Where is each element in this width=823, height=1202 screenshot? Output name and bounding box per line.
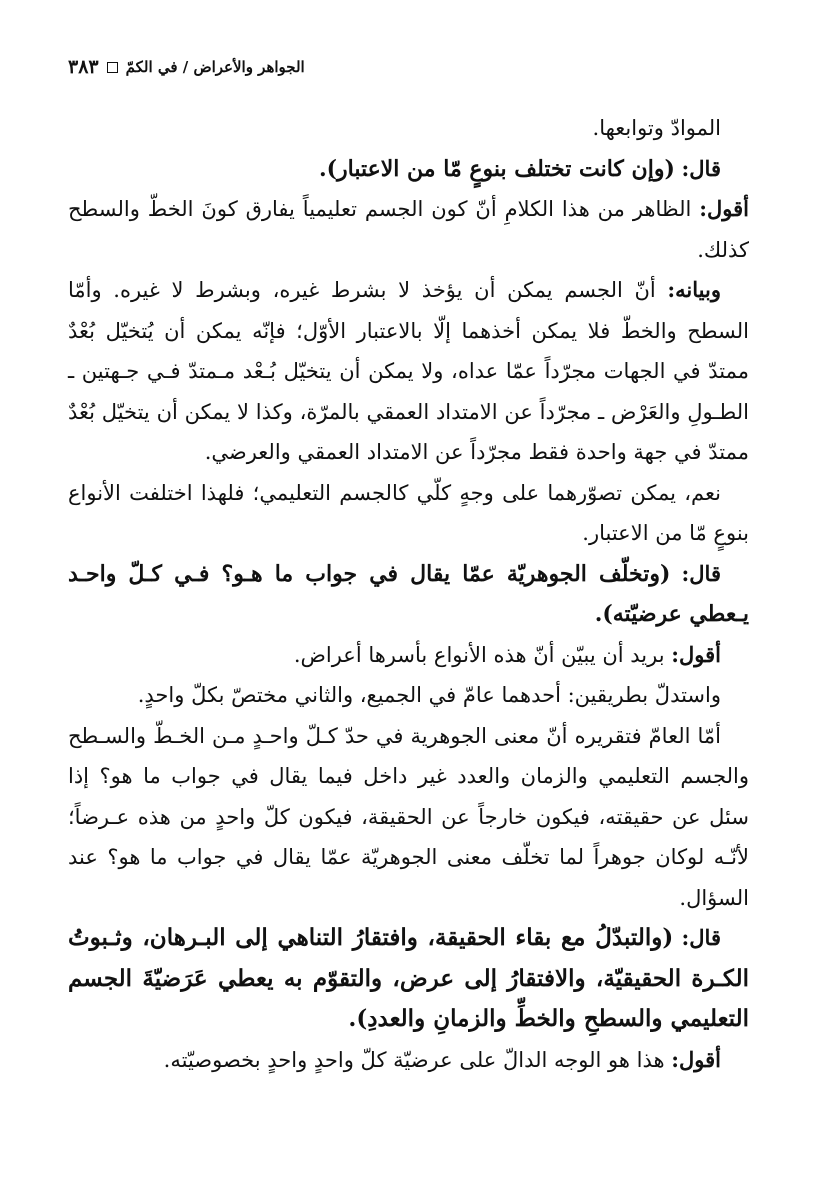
paragraph-text: الظاهر من هذا الكلامِ أنّ كون الجسم تعليمياً يفارق كونَ الخطّ والسطح كذلك. — [68, 197, 749, 262]
paragraph-label: قال: — [681, 155, 721, 181]
square-ornament-icon — [107, 62, 118, 73]
running-title: الجواهر والأعراض / في الكمّ — [125, 58, 305, 76]
paragraph-label: أقول: — [699, 196, 749, 221]
paragraph-label: أقول: — [671, 1046, 721, 1072]
paragraph-text: واستدلّ بطريقين: أحدهما عامّ في الجميع، والثاني مختصّ بكلّ واحدٍ. — [137, 683, 721, 707]
page-number: ٣٨٣ — [68, 56, 99, 78]
paragraph-6 — [68, 554, 749, 635]
paragraph-label: أقول: — [671, 641, 721, 667]
paragraph-label: وبيانه: — [667, 277, 721, 302]
paragraph-7 — [68, 635, 749, 676]
paragraph-label: قال: — [681, 560, 721, 586]
paragraph-label: قال: — [681, 925, 721, 950]
quoted-text: (وتخلّف الجوهريّة عمّا يقال في جواب ما هـو؟ فـي كـلّ واحـد يـعطي عرضيّته). — [68, 560, 749, 627]
running-header — [68, 52, 749, 82]
paragraph-text: أمّا العامّ فتقريره أنّ معنى الجوهرية في حدّ كـلّ واحـدٍ مـن الخـطّ والسـطح والجسم التعليمي والزمان والعدد غير داخل فيما يقال في جواب ما هو؟ إذا سئل عن حقيقته، فيكون خارجاً عن الحقيقة، فيكون كلّ واحدٍ من هذه عـرضاً؛ لأنّـه لوكان جوهراً لما تخلّف معنى الجوهريّة عمّا يقال في جواب ما هو؟ عند السؤال. — [68, 723, 749, 910]
paragraph-text: بريد أن يبيّن أنّ هذه الأنواع بأسرها أعراض. — [293, 642, 665, 667]
paragraph-text: نعم، يمكن تصوّرهما على وجهٍ كلّي كالجسم التعليمي؛ فلهذا اختلفت الأنواع بنوعٍ مّا من الاعتبار. — [68, 480, 749, 545]
paragraph-1 — [68, 108, 749, 149]
quoted-text: (والتبدّلُ مع بقاء الحقيقة، وافتقارُ التناهي إلى البـرهان، وثـبوتُ الكـرة الحقيقيّة، والافتقارُ إلى عرض، والتقوّم به يعطي عَرَضيّةَ الجسم التعليمي والسطحِ والخطِّ والزمانِ والعددِ). — [68, 924, 749, 1032]
paragraph-8 — [68, 675, 749, 716]
paragraph-9 — [68, 716, 749, 919]
page-body — [68, 108, 749, 1080]
paragraph-text: الموادّ وتوابعها. — [592, 116, 721, 140]
paragraph-3 — [68, 189, 749, 270]
quoted-text: (وإن كانت تختلف بنوعٍ مّا من الاعتبار). — [318, 155, 675, 182]
paragraph-2 — [68, 149, 749, 190]
paragraph-text: هذا هو الوجه الدالّ على عرضيّة كلّ واحدٍ واحدٍ بخصوصيّته. — [163, 1047, 665, 1072]
paragraph-4 — [68, 270, 749, 473]
paragraph-10 — [68, 918, 749, 1040]
paragraph-11 — [68, 1040, 749, 1081]
paragraph-text: أنّ الجسم يمكن أن يؤخذ لا بشرط غيره، وبشرط لا غيره. وأمّا السطح والخطّ فلا يمكن أخذهما إلّا بالاعتبار الأوّل؛ فإنّه يمكن أن يُتخيّل بُعْدٌ ممتدّ في الجهات مجرّداً عمّا عداه، ولا يمكن أن يتخيّل بُـعْد مـمتدّ فـي جـهتين ـ الطـولِ والعَرْض ـ مجرّداً عن الامتداد العمقي بالمرّة، وكذا لا يمكن أن يتخيّل بُعْدٌ ممتدّ في جهة واحدة فقط مجرّداً عن الامتداد العمقي والعرضي. — [68, 278, 749, 464]
paragraph-5 — [68, 473, 749, 554]
